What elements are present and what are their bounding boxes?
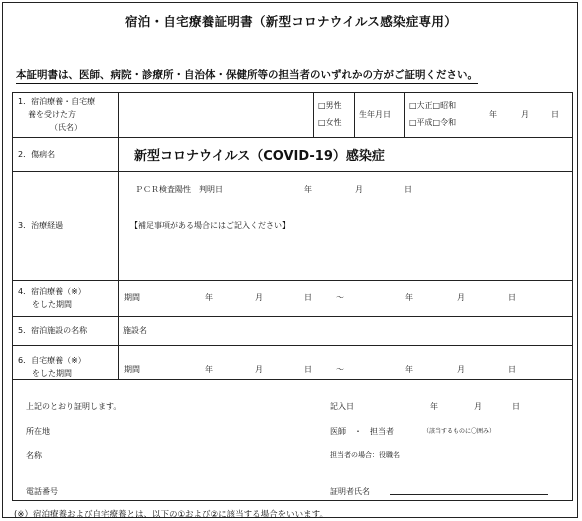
entry-year-unit: 年 xyxy=(430,402,438,411)
entry-day-unit: 日 xyxy=(512,402,520,411)
pcr-year-unit: 年 xyxy=(304,185,312,194)
row-divider xyxy=(12,345,573,346)
row6-period-label: 期間 xyxy=(124,365,140,374)
facility-label: 名称 xyxy=(26,451,42,460)
birth-day-unit: 日 xyxy=(551,110,559,119)
row6-day2-unit: 日 xyxy=(508,365,516,374)
era-heisei-reiwa-checkbox[interactable]: □平成□令和 xyxy=(409,118,457,127)
birth-date-label: 生年月日 xyxy=(359,110,391,119)
row4-month-unit: 月 xyxy=(255,293,263,302)
row6-label: 6．自宅療養（※） xyxy=(18,356,86,365)
row6-month-unit: 月 xyxy=(255,365,263,374)
entry-date-label: 記入日 xyxy=(330,402,354,411)
role-label: 医師 ・ 担当者 xyxy=(330,427,394,436)
row5-label: 5．宿泊施設の名称 xyxy=(18,326,88,335)
document-title: 宿泊・自宅療養証明書（新型コロナウイルス感染症専用） xyxy=(124,14,458,29)
row1-divider xyxy=(354,92,355,137)
female-checkbox[interactable]: □女性 xyxy=(318,118,342,127)
label-column-divider xyxy=(118,92,119,379)
row-divider xyxy=(12,137,573,138)
signature-line[interactable] xyxy=(390,494,548,495)
address-label: 所在地 xyxy=(26,427,50,436)
row4-year2-unit: 年 xyxy=(405,293,413,302)
row1-divider xyxy=(313,92,314,137)
signer-name-label: 証明者氏名 xyxy=(330,487,370,496)
row6-day-unit: 日 xyxy=(304,365,312,374)
row4-label: をした期間 xyxy=(32,300,72,309)
pcr-month-unit: 月 xyxy=(355,185,363,194)
row-divider xyxy=(12,171,573,172)
disease-name: 新型コロナウイルス（COVID-19）感染症 xyxy=(134,149,385,164)
row6-label: をした期間 xyxy=(32,369,72,378)
male-checkbox[interactable]: □男性 xyxy=(318,101,342,110)
certification-statement: 上記のとおり証明します。 xyxy=(26,402,122,411)
row1-divider xyxy=(404,92,405,137)
pcr-day-unit: 日 xyxy=(404,185,412,194)
row4-label: 4．宿泊療養（※） xyxy=(18,287,86,296)
row6-month2-unit: 月 xyxy=(457,365,465,374)
row-divider xyxy=(12,379,573,380)
notice-text: 本証明書は、医師、病院・診療所・自治体・保健所等の担当者のいずれかの方がご証明ください。 xyxy=(16,67,478,84)
row6-year2-unit: 年 xyxy=(405,365,413,374)
phone-label: 電話番号 xyxy=(26,487,58,496)
row-divider xyxy=(12,316,573,317)
row4-period-label: 期間 xyxy=(124,293,140,302)
row4-tilde: ～ xyxy=(336,293,344,302)
row6-tilde: ～ xyxy=(336,365,344,374)
supplement-note: 【補足事項がある場合にはご記入ください】 xyxy=(130,221,290,230)
row4-year-unit: 年 xyxy=(205,293,213,302)
row1-label: 1．宿泊療養・自宅療 xyxy=(18,97,96,106)
row3-label: 3．治療経過 xyxy=(18,221,64,230)
role-circle-note: （該当するものに〇囲み） xyxy=(423,428,496,435)
row1-label: （氏名） xyxy=(50,123,82,132)
entry-month-unit: 月 xyxy=(474,402,482,411)
era-taisho-showa-checkbox[interactable]: □大正□昭和 xyxy=(409,101,457,110)
pcr-positive-date-label: ＰＣＲ検査陽性 判明日 xyxy=(135,185,223,194)
footnote: (※）宿泊療養および自宅療養とは、以下の①および②に該当する場合をいいます。 xyxy=(14,510,329,520)
birth-month-unit: 月 xyxy=(521,110,529,119)
row2-label: 2．傷病名 xyxy=(18,150,56,159)
row4-day2-unit: 日 xyxy=(508,293,516,302)
row1-label: 養を受けた方 xyxy=(28,110,76,119)
birth-year-unit: 年 xyxy=(489,110,497,119)
staff-position-label: 担当者の場合：役職名 xyxy=(330,451,400,459)
row4-day-unit: 日 xyxy=(304,293,312,302)
row6-year-unit: 年 xyxy=(205,365,213,374)
row-divider xyxy=(12,280,573,281)
row4-month2-unit: 月 xyxy=(457,293,465,302)
facility-name-label: 施設名 xyxy=(123,326,147,335)
